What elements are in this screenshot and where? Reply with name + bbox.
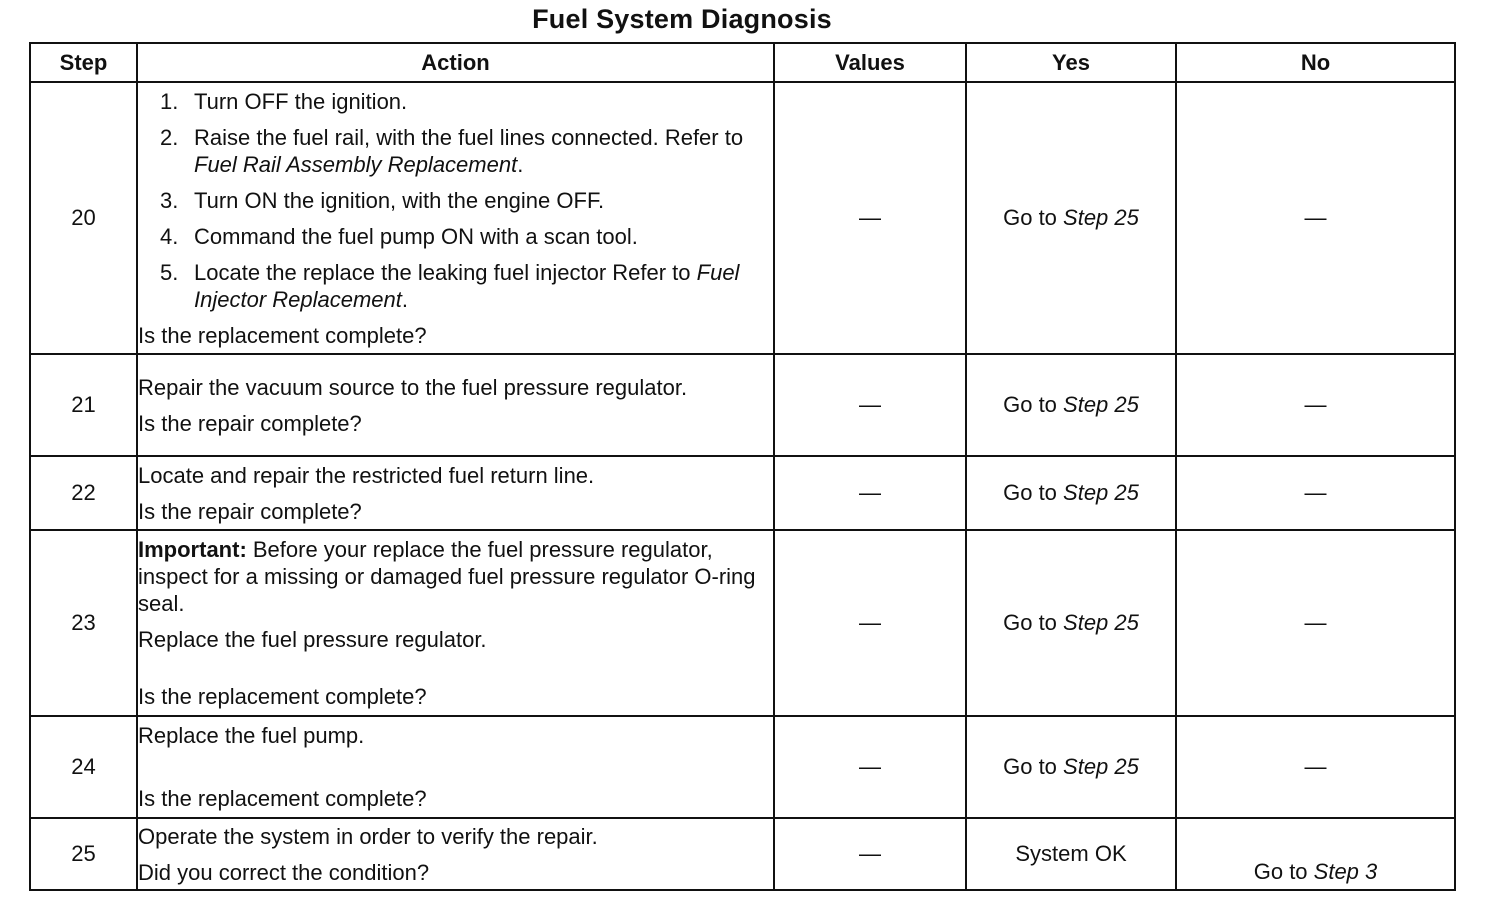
item-text: Turn OFF the ignition. (194, 88, 408, 114)
header-step: Step (30, 43, 137, 82)
header-values: Values (774, 43, 966, 82)
empty-value-dash: — (1304, 205, 1327, 230)
table-row (30, 82, 1455, 354)
step-link[interactable]: Step 25 (1063, 480, 1139, 505)
step-number: 21 (30, 354, 137, 456)
action-cell (137, 818, 774, 890)
important-note (138, 536, 773, 617)
no-cell (1176, 354, 1455, 456)
yes-text: Go to (1003, 392, 1064, 417)
action-cell (137, 716, 774, 818)
table-row (30, 818, 1455, 890)
yes-cell (966, 354, 1176, 456)
no-cell (1176, 82, 1455, 354)
table-row (30, 456, 1455, 530)
step-number: 24 (30, 716, 137, 818)
values-cell (774, 456, 966, 530)
reference-link[interactable]: Fuel Rail Assembly Replacement (194, 151, 518, 177)
step-link[interactable]: Step 3 (1313, 859, 1378, 884)
yes-text: System OK (1015, 841, 1127, 866)
step-link[interactable]: Step 25 (1063, 205, 1139, 230)
item-number: 3. (160, 187, 179, 213)
action-text: Locate and repair the restricted fuel return line. (138, 462, 595, 488)
step-link[interactable]: Step 25 (1063, 754, 1139, 779)
step-number: 20 (30, 82, 137, 354)
yes-text: Go to (1003, 754, 1064, 779)
values-cell (774, 530, 966, 716)
list-item (138, 223, 773, 250)
yes-cell (966, 818, 1176, 890)
empty-value-dash: — (859, 392, 881, 417)
action-cell (137, 530, 774, 716)
step-number: 22 (30, 456, 137, 530)
empty-value-dash: — (1304, 480, 1327, 505)
item-text: Command the fuel pump ON with a scan tool. (194, 223, 638, 249)
item-text: Locate the replace the leaking fuel injector Refer to (194, 259, 697, 285)
step-number: 23 (30, 530, 137, 716)
action-text: Replace the fuel pressure regulator. (138, 627, 487, 652)
action-cell (137, 456, 774, 530)
item-text: Raise the fuel rail, with the fuel lines connected. Refer to (194, 124, 744, 150)
empty-value-dash: — (859, 480, 881, 505)
empty-value-dash: — (1304, 392, 1327, 417)
yes-text: Go to (1003, 480, 1064, 505)
yes-cell (966, 82, 1176, 354)
diagnosis-table (29, 42, 1456, 891)
item-text: . (401, 286, 409, 312)
table-row (30, 354, 1455, 456)
header-yes: Yes (966, 43, 1176, 82)
no-cell (1176, 818, 1455, 890)
important-text: Before your replace the fuel pressure regulator, inspect for a missing or damaged fuel pressure regulator O-ring seal. (138, 537, 756, 616)
values-cell (774, 82, 966, 354)
table-row (30, 530, 1455, 716)
table-row (30, 716, 1455, 818)
values-cell (774, 354, 966, 456)
item-number: 5. (160, 259, 179, 285)
action-text: Operate the system in order to verify the repair. (138, 823, 598, 849)
yes-cell (966, 456, 1176, 530)
yes-cell (966, 716, 1176, 818)
empty-value-dash: — (859, 841, 881, 866)
header-action: Action (137, 43, 774, 82)
question-text: Is the repair complete? (138, 410, 362, 436)
action-cell (137, 82, 774, 354)
action-text: Replace the fuel pump. (138, 723, 365, 748)
no-cell (1176, 716, 1455, 818)
empty-value-dash: — (859, 754, 881, 779)
item-number: 2. (160, 124, 179, 150)
header-no: No (1176, 43, 1455, 82)
list-item (138, 88, 773, 115)
no-cell (1176, 456, 1455, 530)
step-number: 25 (30, 818, 137, 890)
empty-value-dash: — (1304, 754, 1327, 779)
question-text: Is the repair complete? (138, 498, 362, 524)
table-header-row (30, 43, 1455, 82)
empty-value-dash: — (859, 610, 881, 635)
question-text: Is the replacement complete? (138, 322, 427, 348)
no-cell (1176, 530, 1455, 716)
important-label: Important: (138, 537, 247, 562)
list-item (138, 187, 773, 214)
no-text: Go to (1253, 859, 1314, 884)
step-link[interactable]: Step 25 (1063, 610, 1139, 635)
question-text: Is the replacement complete? (138, 786, 427, 811)
item-number: 1. (160, 88, 179, 114)
item-number: 4. (160, 223, 179, 249)
procedure-list (138, 88, 773, 313)
values-cell (774, 818, 966, 890)
reference-link[interactable]: Fuel Injector Replacement (194, 259, 740, 312)
yes-text: Go to (1003, 610, 1064, 635)
page-title: Fuel System Diagnosis (532, 4, 832, 34)
action-cell (137, 354, 774, 456)
action-text: Repair the vacuum source to the fuel pressure regulator. (138, 374, 688, 400)
empty-value-dash: — (1304, 610, 1327, 635)
yes-cell (966, 530, 1176, 716)
question-text: Is the replacement complete? (138, 684, 427, 709)
list-item (138, 124, 773, 178)
item-text: . (517, 151, 524, 177)
list-item (138, 259, 773, 313)
question-text: Did you correct the condition? (138, 859, 430, 885)
item-text: Turn ON the ignition, with the engine OFF. (194, 187, 605, 213)
values-cell (774, 716, 966, 818)
empty-value-dash: — (859, 205, 881, 230)
yes-text: Go to (1003, 205, 1064, 230)
step-link[interactable]: Step 25 (1063, 392, 1139, 417)
